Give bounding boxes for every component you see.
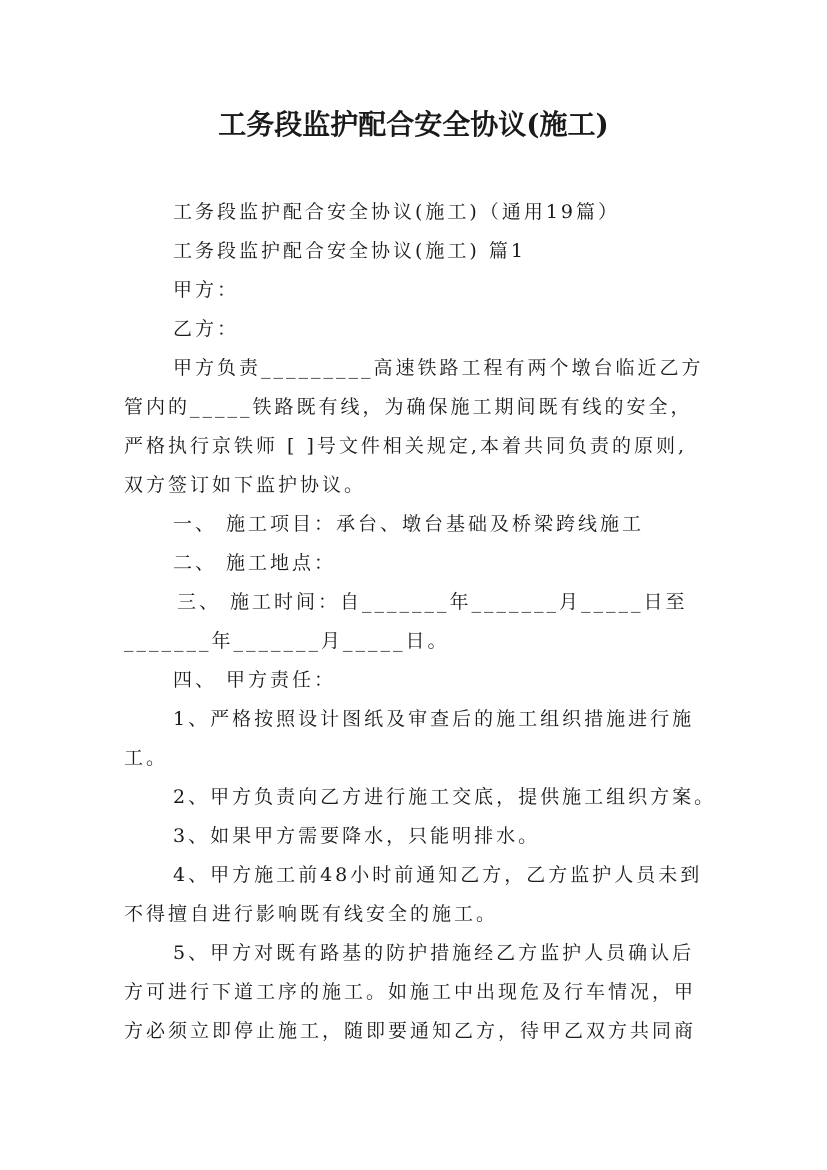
list-item: 2、甲方负责向乙方进行施工交底，提供施工组织方案。 [173, 786, 717, 808]
clause-line: 一、 施工项目：承台、墩台基础及桥梁跨线施工 [173, 513, 645, 535]
list-item: 3、如果甲方需要降水，只能明排水。 [173, 825, 541, 847]
paragraph-line: 管内的_____铁路既有线，为确保施工期间既有线的安全， [124, 396, 693, 418]
paragraph-line: 严格执行京铁师 [ ]号文件相关规定,本着共同负责的原则, [124, 435, 687, 457]
clause-line: 二、 施工地点： [173, 552, 337, 574]
list-item: 1、严格按照设计图纸及审查后的施工组织措施进行施 [173, 708, 695, 730]
paragraph-line: 双方签订如下监护协议。 [124, 474, 367, 496]
paragraph-line: 甲方负责_________高速铁路工程有两个墩台临近乙方 [173, 357, 704, 379]
clause-line: 三、 施工时间：自_______年_______月_____日至 [177, 591, 688, 613]
party-b-label: 乙方： [173, 318, 240, 340]
section-heading: 工务段监护配合安全协议(施工) 篇1 [173, 240, 526, 262]
list-item: 4、甲方施工前48小时前通知乙方，乙方监护人员未到 [173, 864, 703, 886]
paragraph-line: 工。 [124, 747, 169, 769]
paragraph-line: 方必须立即停止施工，随即要通知乙方，待甲乙双方共同商 [124, 1020, 697, 1042]
paragraph-line: _______年_______月_____日。 [124, 630, 450, 652]
clause-line: 四、 甲方责任： [173, 669, 337, 691]
paragraph-line: 方可进行下道工序的施工。如施工中出现危及行车情况，甲 [124, 981, 697, 1003]
document-title: 工务段监护配合安全协议(施工) [218, 108, 609, 141]
paragraph-line: 不得擅自进行影响既有线安全的施工。 [124, 903, 499, 925]
party-a-label: 甲方： [173, 279, 240, 301]
subtitle-line: 工务段监护配合安全协议(施工)（通用19篇） [173, 201, 621, 223]
list-item: 5、甲方对既有路基的防护措施经乙方监护人员确认后 [173, 942, 695, 964]
